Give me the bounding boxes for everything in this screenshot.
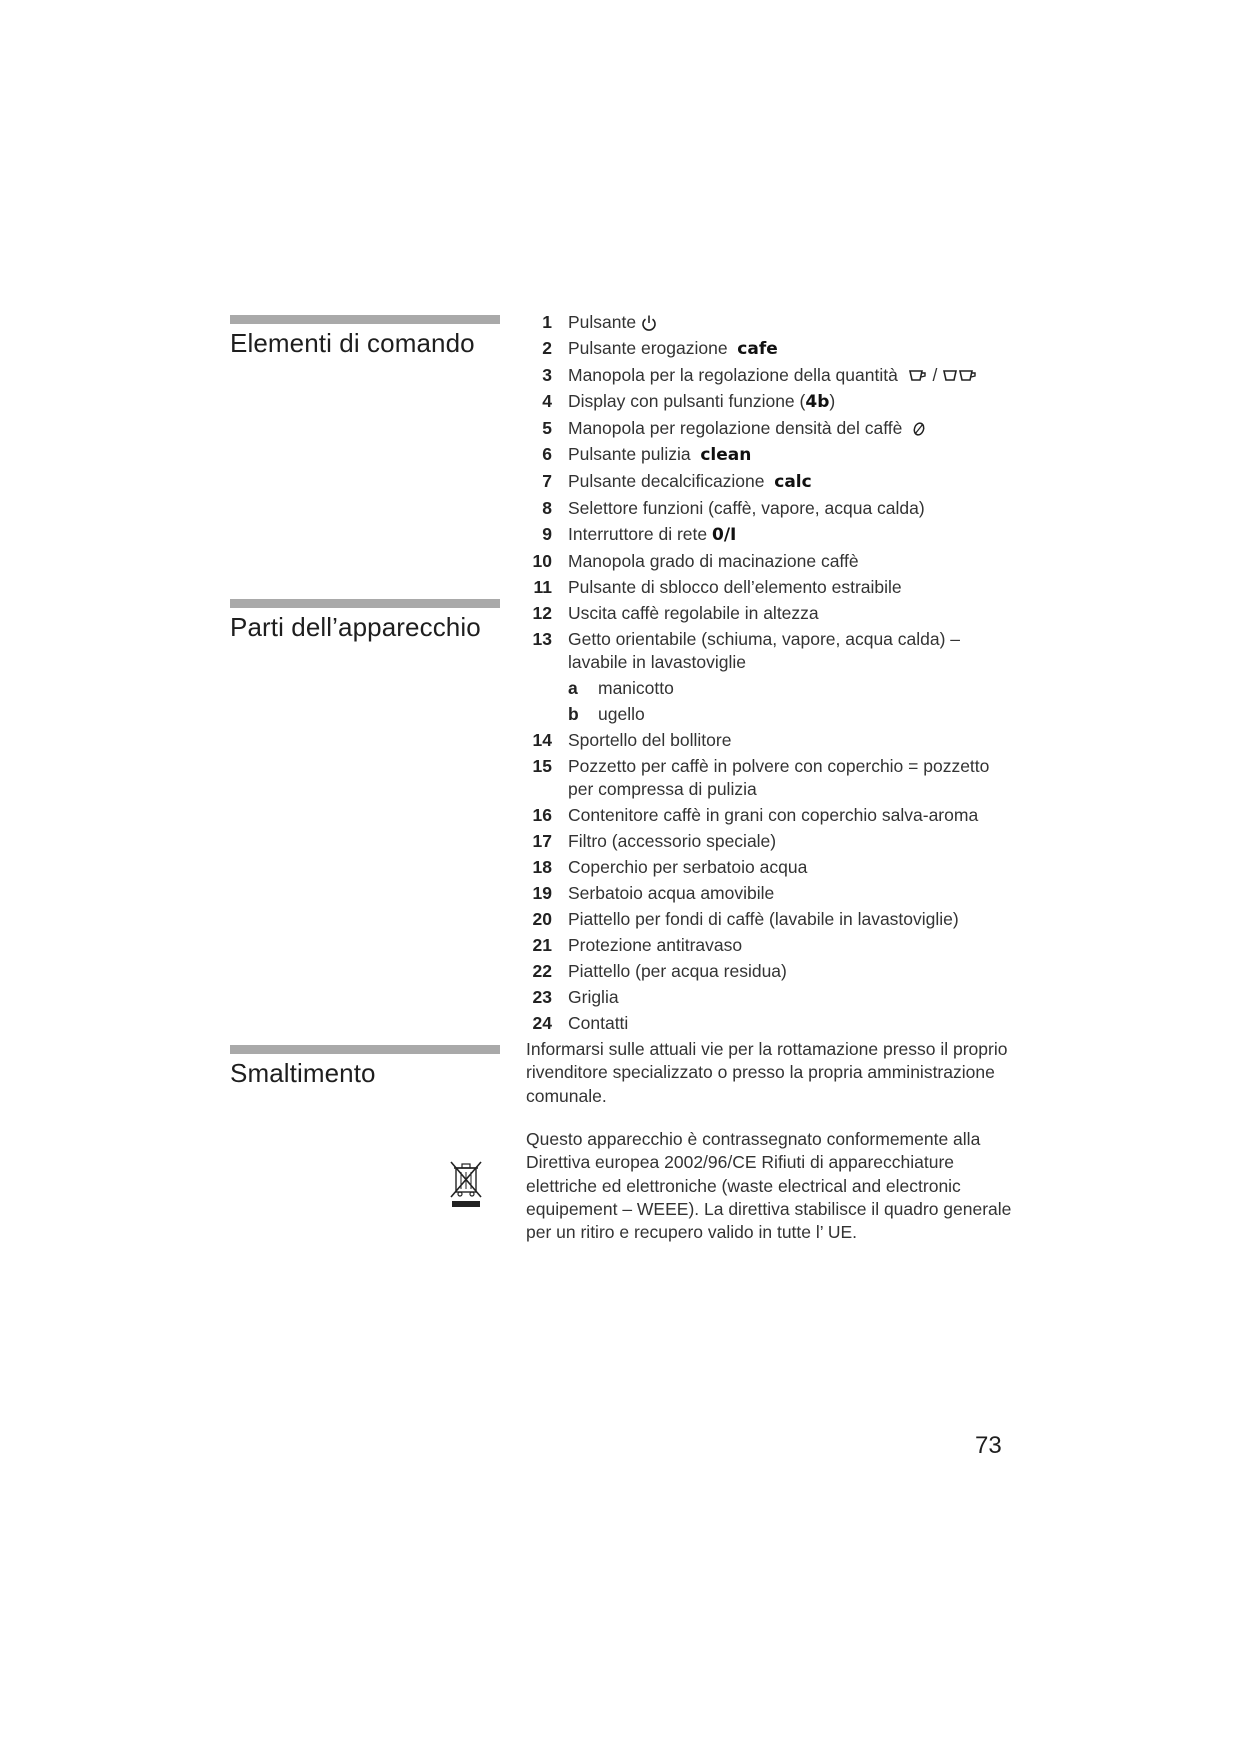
item-number: 2 <box>542 338 552 358</box>
item-text: Coperchio per serbatoio acqua <box>568 857 808 877</box>
subitem-letter: b <box>568 704 579 724</box>
item-text: Piattello per fondi di caffè (lavabile in lavastoviglie) <box>568 909 959 929</box>
list-item-20 <box>512 908 1012 931</box>
parts-list <box>512 311 1012 1038</box>
item-number: 24 <box>532 1013 552 1033</box>
item-text: Pozzetto per caffè in polvere con coperchio = pozzetto per compressa di pulizia <box>568 756 990 799</box>
item-text: Sportello del bollitore <box>568 730 732 750</box>
item-number: 1 <box>542 312 552 332</box>
list-item-5 <box>512 417 1012 440</box>
heading-disposal: Smaltimento <box>230 1058 376 1088</box>
list-item-16 <box>512 804 1012 827</box>
list-item-2 <box>512 337 1012 361</box>
item-text: Piattello (per acqua residua) <box>568 961 787 981</box>
list-item-24 <box>512 1012 1012 1035</box>
item-number: 22 <box>532 961 552 981</box>
list-item-7 <box>512 470 1012 494</box>
list-item-1 <box>512 311 1012 334</box>
item-number: 13 <box>532 629 552 649</box>
item-text-after: ) <box>829 391 836 411</box>
item-number: 17 <box>532 831 552 851</box>
item-number: 18 <box>532 857 552 877</box>
item-number: 15 <box>532 756 552 776</box>
double-cup-icon <box>942 369 978 383</box>
disposal-paragraph-1: Informarsi sulle attuali vie per la rottamazione presso il proprio rivenditore specializzato o presso la propria amministrazione comunale. <box>526 1039 1008 1106</box>
item-text: Pulsante di sblocco dell’elemento estraibile <box>568 577 902 597</box>
item-text: Pulsante erogazione <box>568 338 728 358</box>
item-number: 3 <box>542 365 552 385</box>
subitem-text: ugello <box>598 704 645 724</box>
item-text: Manopola grado di macinazione caffè <box>568 551 859 571</box>
item-number: 20 <box>532 909 552 929</box>
list-item-23 <box>512 986 1012 1009</box>
item-text: Griglia <box>568 987 619 1007</box>
item-number: 8 <box>542 498 552 518</box>
item-text: Pulsante decalcificazione <box>568 471 765 491</box>
item-number: 7 <box>542 471 552 491</box>
single-cup-icon <box>908 369 928 383</box>
item-text: Selettore funzioni (caffè, vapore, acqua calda) <box>568 498 925 518</box>
item-text: Pulsante pulizia <box>568 444 691 464</box>
item-text: Manopola per la regolazione della quantità <box>568 365 898 385</box>
list-item-11 <box>512 576 1012 599</box>
list-item-19 <box>512 882 1012 905</box>
list-item-14 <box>512 729 1012 752</box>
list-item-21 <box>512 934 1012 957</box>
item-text: Protezione antitravaso <box>568 935 743 955</box>
item-number: 4 <box>542 391 552 411</box>
item-tag: 4b <box>805 392 830 412</box>
item-tag: calc <box>774 472 812 492</box>
item-text: Serbatoio acqua amovibile <box>568 883 775 903</box>
list-item-15 <box>512 755 1012 801</box>
section-rule-disposal <box>230 1045 500 1054</box>
item-tag: cafe <box>737 339 778 359</box>
item-number: 12 <box>532 603 552 623</box>
list-item-10 <box>512 550 1012 573</box>
item-number: 10 <box>532 551 552 571</box>
item-text: Interruttore di rete <box>568 524 708 544</box>
item-text: Pulsante <box>568 312 637 332</box>
subitem-text: manicotto <box>598 678 674 698</box>
list-item-6 <box>512 443 1012 467</box>
list-subitem-a <box>512 677 1012 700</box>
list-subitem-b <box>512 703 1012 726</box>
item-number: 23 <box>532 987 552 1007</box>
item-number: 21 <box>532 935 552 955</box>
subitem-letter: a <box>568 678 578 698</box>
list-item-17 <box>512 830 1012 853</box>
item-text: Contatti <box>568 1013 629 1033</box>
item-text: Filtro (accessorio speciale) <box>568 831 777 851</box>
list-item-8 <box>512 497 1012 520</box>
list-item-13 <box>512 628 1012 674</box>
item-tag: clean <box>700 445 752 465</box>
list-item-9 <box>512 523 1012 547</box>
item-number: 5 <box>542 418 552 438</box>
item-text: Contenitore caffè in grani con coperchio salva-aroma <box>568 805 979 825</box>
item-number: 6 <box>542 444 552 464</box>
list-item-18 <box>512 856 1012 879</box>
weee-crossed-bin-icon <box>448 1160 484 1208</box>
list-item-3 <box>512 364 1012 387</box>
disposal-paragraph-2: Questo apparecchio è contrassegnato conformemente alla Direttiva europea 2002/96/CE Rifiuti di apparecchiature elettriche ed elettroniche (waste electrical and electronic equipement – WEEE). La direttiva stabilisce il quadro generale per un ritiro e recupero valido in tutte l’ UE. <box>526 1129 1012 1243</box>
item-tag: 0/I <box>711 525 737 545</box>
section-rule-controls <box>230 315 500 324</box>
heading-parts: Parti dell’apparecchio <box>230 612 481 642</box>
cup-separator: / <box>932 365 938 385</box>
page-number: 73 <box>975 1432 1002 1459</box>
item-text: Display con pulsanti funzione ( <box>568 391 806 411</box>
heading-controls: Elementi di comando <box>230 328 475 358</box>
item-number: 9 <box>542 524 552 544</box>
item-number: 16 <box>532 805 552 825</box>
item-number: 14 <box>532 730 552 750</box>
item-text: Uscita caffè regolabile in altezza <box>568 603 819 623</box>
item-number: 11 <box>533 577 552 597</box>
item-text: Getto orientabile (schiuma, vapore, acqua calda) – lavabile in lavastoviglie <box>568 629 961 672</box>
section-rule-parts <box>230 599 500 608</box>
list-item-4 <box>512 390 1012 414</box>
item-number: 19 <box>532 883 552 903</box>
coffee-bean-icon <box>912 421 926 437</box>
power-icon <box>641 314 657 332</box>
list-item-12 <box>512 602 1012 625</box>
item-text: Manopola per regolazione densità del caffè <box>568 418 903 438</box>
list-item-22 <box>512 960 1012 983</box>
